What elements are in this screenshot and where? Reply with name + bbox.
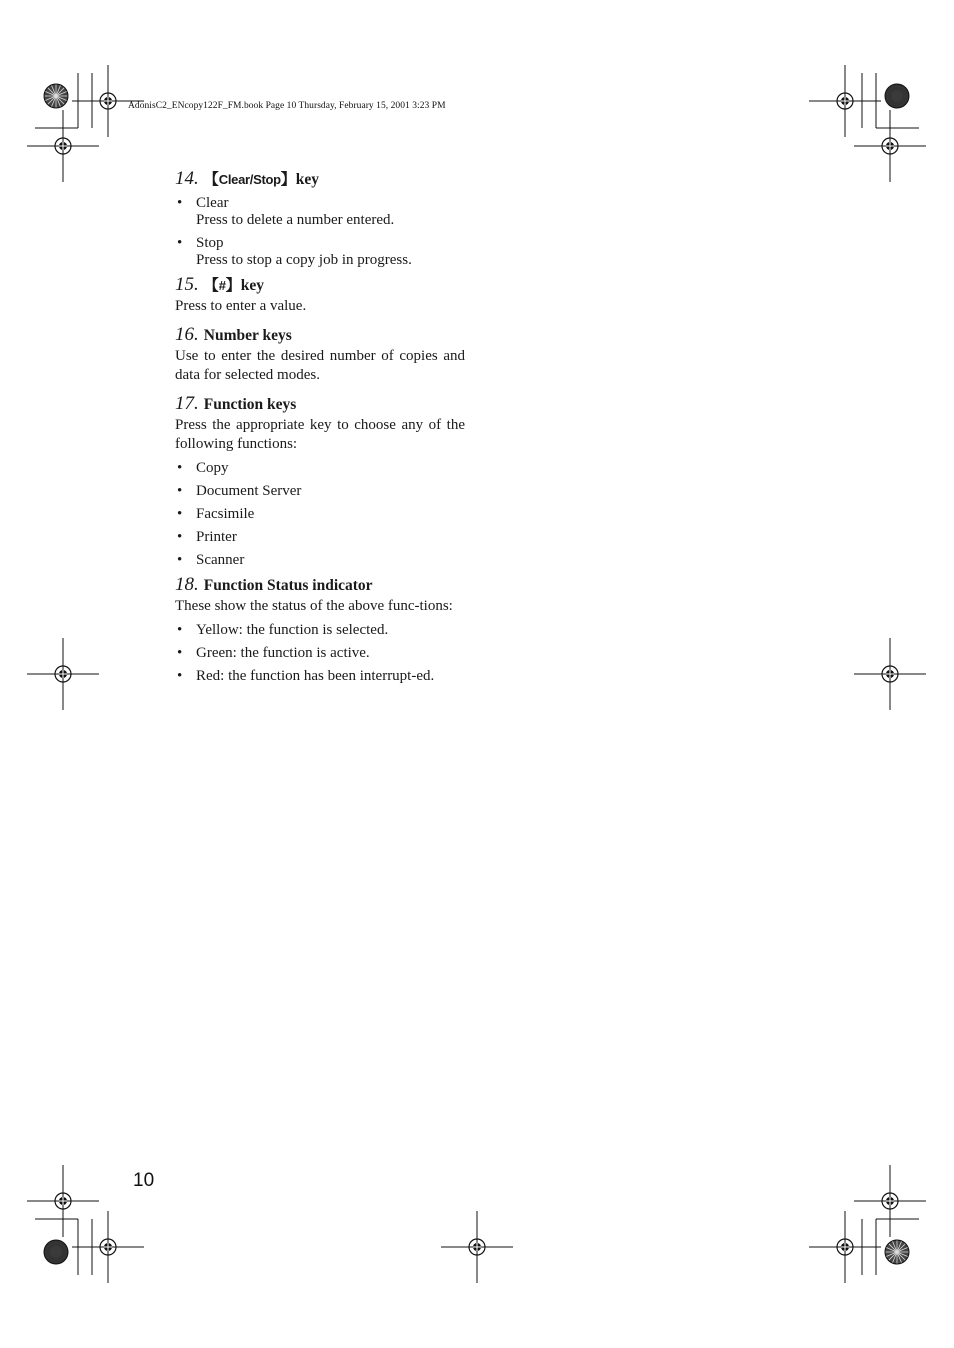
function-list: [175, 460, 465, 569]
section-body: Press the appropriate key to choose any of the following functions:: [175, 417, 465, 452]
page-content: [175, 168, 465, 685]
item-text: Facsimile: [196, 506, 255, 522]
key-bracket-open: 【: [203, 276, 219, 294]
key-bracket-open: 【: [203, 170, 219, 188]
list-item: [175, 235, 465, 269]
section-number: 18.: [175, 574, 199, 595]
bullet-icon: •: [177, 483, 183, 499]
bullet-icon: •: [177, 195, 183, 211]
section-number: 14.: [175, 168, 199, 189]
section-number: 15.: [175, 274, 199, 295]
section-body: These show the status of the above func-tions:: [175, 598, 453, 614]
list-item: [175, 460, 465, 477]
item-text: Red: the function has been interrupt-ed.: [196, 668, 435, 684]
item-text: Scanner: [196, 552, 245, 568]
bullet-icon: •: [177, 529, 183, 545]
file-header: AdonisC2_ENcopy122F_FM.book Page 10 Thursday, February 15, 2001 3:23 PM: [128, 101, 446, 111]
key-name: #: [218, 278, 226, 293]
item-text: Green: the function is active.: [196, 645, 370, 661]
key-bracket-close: 】: [280, 170, 296, 188]
section-heading-14: [175, 168, 465, 191]
item-title: Stop: [196, 235, 224, 251]
list-item: [175, 645, 465, 662]
bullet-icon: •: [177, 506, 183, 522]
list-item: [175, 529, 465, 546]
bullet-icon: •: [177, 552, 183, 568]
section-title: Number keys: [203, 327, 292, 344]
item-text: Document Server: [196, 483, 302, 499]
page-number: 10: [133, 1170, 155, 1191]
bullet-icon: •: [177, 645, 183, 661]
section-heading-18: [175, 574, 465, 597]
list-item: [175, 195, 465, 229]
item-title: Clear: [196, 195, 229, 211]
key-name: Clear/Stop: [218, 172, 281, 187]
item-text: Yellow: the function is selected.: [196, 622, 389, 638]
key-suffix: key: [295, 171, 320, 188]
item-detail: Press to delete a number entered.: [196, 212, 395, 228]
bullet-icon: •: [177, 460, 183, 476]
key-suffix: key: [240, 277, 264, 294]
list-item: [175, 552, 465, 569]
bullet-icon: •: [177, 622, 183, 638]
section-body: Press to enter a value.: [175, 298, 307, 314]
status-list: [175, 622, 465, 685]
item-text: Copy: [196, 460, 229, 476]
list-item: [175, 668, 465, 685]
list-item: [175, 506, 465, 523]
list-item: [175, 622, 465, 639]
section-heading-16: [175, 324, 465, 347]
section-title: Function keys: [203, 396, 297, 413]
bullet-icon: •: [177, 235, 183, 251]
section-body: Use to enter the desired number of copies and data for selected modes.: [175, 348, 465, 383]
section-number: 17.: [175, 393, 199, 414]
clear-stop-list: [175, 195, 465, 269]
section-heading-17: [175, 393, 465, 416]
section-heading-15: [175, 274, 465, 297]
section-number: 16.: [175, 324, 199, 345]
item-text: Printer: [196, 529, 237, 545]
list-item: [175, 483, 465, 500]
section-title: Function Status indicator: [203, 577, 373, 594]
key-bracket-close: 】: [225, 276, 241, 294]
bullet-icon: •: [177, 668, 183, 684]
item-detail: Press to stop a copy job in progress.: [196, 252, 412, 268]
